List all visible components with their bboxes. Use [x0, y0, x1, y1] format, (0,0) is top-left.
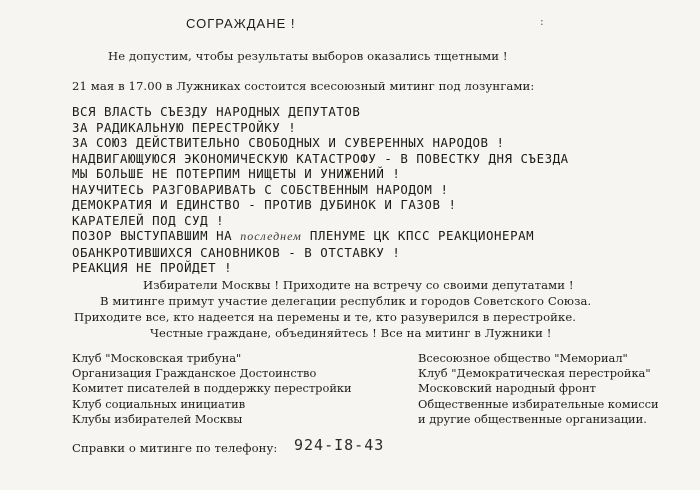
organizer-item: Клуб "Московская трибуна"	[72, 351, 242, 365]
slogan-item-plenum	[72, 228, 672, 245]
organizer-item: Клуб "Демократическая перестройка"	[418, 366, 651, 381]
call-line: Честные граждане, объединяйтесь ! Все на митинг в Лужники !	[150, 326, 552, 340]
slogan-item: НАДВИГАЮЩУЮСЯ ЭКОНОМИЧЕСКУЮ КАТАСТРОФУ - В ПОВЕСТКУ ДНЯ СЪЕЗДА	[72, 150, 569, 166]
organizers-left-list	[72, 351, 352, 427]
handwritten-insert: последнем	[240, 229, 302, 243]
call-line: Приходите все, кто надеется на перемены и те, кто разуверился в перестройке.	[74, 310, 577, 324]
slogan-item: НАУЧИТЕСЬ РАЗГОВАРИВАТЬ С СОБСТВЕННЫМ НАРОДОМ !	[72, 181, 449, 197]
announcement-line: 21 мая в 17.00 в Лужниках состоится всесоюзный митинг под лозунгами:	[72, 79, 535, 93]
slogan-item: МЫ БОЛЬШЕ НЕ ПОТЕРПИМ НИЩЕТЫ И УНИЖЕНИЙ !	[72, 166, 401, 181]
slogan-plenum-before: ПОЗОР ВЫСТУПАВШИМ НА	[72, 228, 241, 243]
organizer-item: Клуб социальных инициатив	[72, 396, 246, 411]
slogan-item: ДЕМОКРАТИЯ И ЕДИНСТВО - ПРОТИВ ДУБИНОК И ГАЗОВ !	[72, 197, 457, 212]
organizer-item: Комитет писателей в поддержку перестройки	[72, 381, 352, 396]
call-line: Избиратели Москвы ! Приходите на встречу со своими депутатами !	[143, 278, 574, 292]
slogan-item: РЕАКЦИЯ НЕ ПРОЙДЕТ !	[72, 260, 233, 275]
appeal-line: Не допустим, чтобы результаты выборов оказались тщетными !	[108, 49, 508, 63]
slogan-item: ВСЯ ВЛАСТЬ СЪЕЗДУ НАРОДНЫХ ДЕПУТАТОВ	[72, 104, 361, 119]
call-line: В митинге примут участие делегации республик и городов Советского Союза.	[100, 294, 592, 308]
phone-number: 924-I8-43	[294, 436, 385, 454]
slogan-item: ЗА РАДИКАЛЬНУЮ ПЕРЕСТРОЙКУ !	[72, 119, 297, 135]
slogan-list	[72, 104, 672, 276]
organizers-right-list	[418, 351, 659, 427]
slogan-item: ОБАНКРОТИВШИХСЯ САНОВНИКОВ - В ОТСТАВКУ !	[72, 244, 401, 260]
organizer-item: Всесоюзное общество "Мемориал"	[418, 351, 628, 365]
organizer-item: Организация Гражданское Достоинство	[72, 366, 317, 381]
organizer-item: Клубы избирателей Москвы	[72, 411, 243, 426]
slogan-item: ЗА СОЮЗ ДЕЙСТВИТЕЛЬНО СВОБОДНЫХ И СУВЕРЕННЫХ НАРОДОВ !	[72, 135, 505, 150]
slogan-item: КАРАТЕЛЕЙ ПОД СУД !	[72, 212, 225, 228]
page-title: СОГРАЖДАНЕ !	[186, 16, 296, 31]
organizer-item: Московский народный фронт	[418, 381, 596, 396]
info-label: Справки о митинге по телефону:	[72, 441, 278, 455]
organizer-item: и другие общественные организации.	[418, 411, 647, 426]
slogan-plenum-after: ПЛЕНУМЕ ЦК КПСС РЕАКЦИОНЕРАМ	[301, 228, 535, 243]
stray-mark: :	[540, 15, 544, 28]
organizer-item: Общественные избирательные комисси	[418, 396, 659, 411]
